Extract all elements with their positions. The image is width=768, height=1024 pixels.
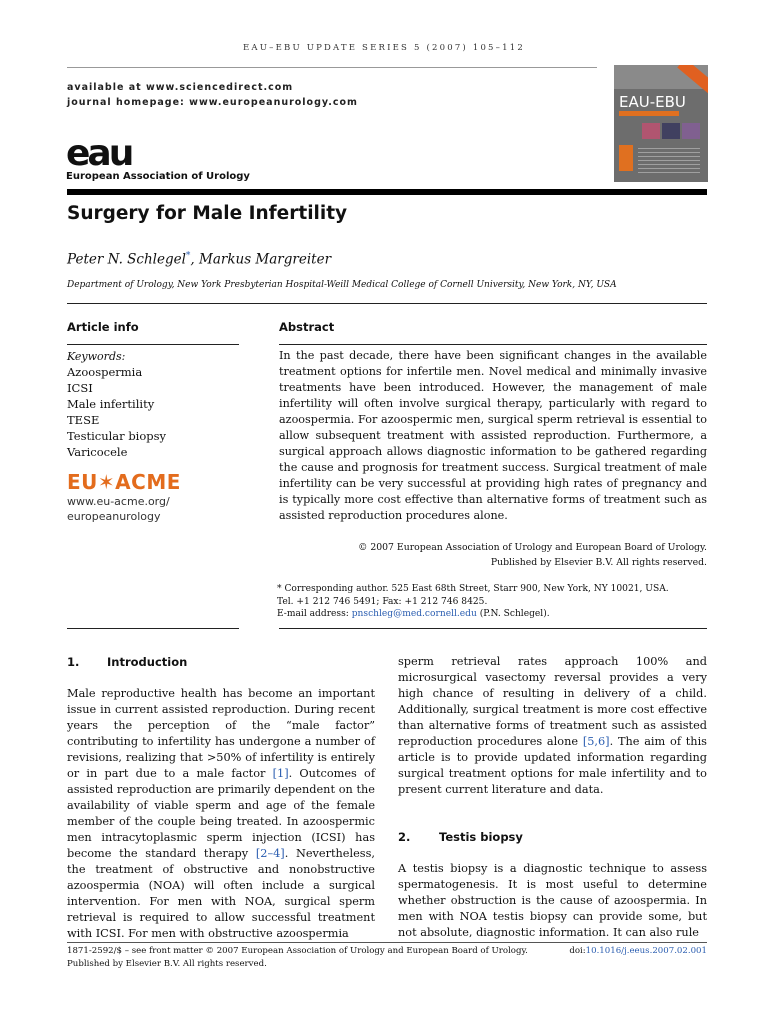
keywords-label: Keywords: [67, 350, 126, 363]
author-list [67, 251, 331, 268]
abstract-bottom-rule [279, 628, 707, 629]
affiliation: Department of Urology, New York Presbyterian Hospital-Weill Medical College of Cornell University, New York, NY, USA [67, 280, 617, 290]
eau-logo-mark: eau [66, 133, 132, 174]
keywords-bottom-rule [67, 628, 239, 629]
journal-cover-image [614, 65, 708, 182]
footer-publisher: Published by Elsevier B.V. All rights reserved. [67, 959, 267, 969]
keyword-item: TESE [67, 413, 100, 427]
author-2: , Markus Margreiter [190, 251, 332, 268]
article-title: Surgery for Male Infertility [67, 203, 348, 224]
section-2-title: Testis biopsy [439, 830, 523, 844]
copyright-line: © 2007 European Association of Urology and European Board of Urology. [358, 542, 707, 553]
doi-link[interactable]: 10.1016/j.eeus.2007.02.001 [585, 946, 707, 956]
testis-biopsy-text: A testis biopsy is a diagnostic technique to assess spermatogenesis. It is most useful to determine whether obstruction is the cause of azoospermia. In men with NOA testis biopsy can provide some, but not absolute, diagnostic information. It can also rule [398, 862, 707, 939]
eu-acme-url-line2: europeanurology [67, 510, 161, 523]
keyword-item: ICSI [67, 381, 93, 395]
corresponding-author-link[interactable]: * [185, 251, 191, 261]
keyword-item: Testicular biopsy [67, 429, 167, 443]
keyword-item: Azoospermia [67, 365, 143, 379]
ref-link[interactable]: [1] [272, 767, 289, 780]
keyword-item: Male infertility [67, 397, 155, 411]
copyright-publisher: Published by Elsevier B.V. All rights reserved. [490, 557, 707, 568]
eu-acme-url-line1: www.eu-acme.org/ [67, 495, 170, 508]
eu-acme-logo: EU✶ACME [67, 470, 181, 494]
article-info-heading: Article info [67, 320, 139, 334]
section-1-number: 1. [67, 655, 80, 669]
abstract-heading: Abstract [279, 320, 335, 334]
keyword-item: Varicocele [67, 445, 128, 459]
ref-link[interactable]: [2–4] [255, 847, 285, 860]
introduction-continued: sperm retrieval rates approach 100% and microsurgical vasectomy reversal provides a very high chance of resulting in delivery of a child. Additionally, surgical treatment is more cost effective than alternative forms of treatment such as assisted reproduction procedures alone [5,6]. The aim of this article is to provide updated information regarding surgical treatment options for male infertility and to present current literature and data. [398, 655, 707, 796]
introduction-text: Male reproductive health has become an important issue in current assisted reproduction. During recent years the perception of the “male factor” contributing to infertility has undergone a number of revisions, realizing that >50% of infertility is entirely or in part due to a male factor [1]. Outcomes of assisted reproduction are primarily dependent on the availability of viable sperm and age of the female member of the couple being treated. In azoospermic men intracytoplasmic sperm injection (ICSI) has become the standard therapy [2–4]. Nevertheless, the treatment of obstructive and nonobstructive azoospermia (NOA) will often include a surgical intervention. For men with NOA, surgical sperm retrieval is required to allow successful treatment with ICSI. For men with obstructive azoospermia [67, 687, 375, 940]
footer-rule [67, 942, 707, 943]
corr-email-line: E-mail address: pnschleg@med.cornell.edu (P.N. Schlegel). [277, 609, 550, 619]
header-rule [67, 67, 597, 68]
journal-homepage-link[interactable]: journal homepage: www.europeanurology.com [67, 97, 358, 108]
affiliation-rule [67, 303, 707, 304]
running-head: EAU–EBU UPDATE SERIES 5 (2007) 105–112 [243, 43, 525, 53]
corresponding-author-note [277, 583, 707, 621]
corr-phone: Tel. +1 212 746 5491; Fax: +1 212 746 8425. [277, 596, 488, 607]
eu-acme-badge[interactable] [67, 470, 181, 524]
eau-logo [66, 133, 250, 182]
corr-address: * Corresponding author. 525 East 68th Street, Starr 900, New York, NY 10021, USA. [277, 584, 669, 594]
section-1-title: Introduction [107, 655, 188, 669]
section-2-number: 2. [398, 830, 411, 844]
cover-title: EAU-EBU [619, 93, 686, 111]
abstract-rule [279, 344, 707, 345]
author-1: Peter N. Schlegel [67, 251, 186, 268]
ref-link[interactable]: [5,6] [582, 735, 610, 748]
abstract-text: In the past decade, there have been significant changes in the available treatment options for infertile men. Novel medical and minimally invasive treatments have been introduced. However, the management of male infertility will often involve surgical therapy, particularly with regard to azoospermia. For azoospermic men, surgical sperm retrieval is essential to allow subsequent treatment with assisted reproduction. Furthermore, a surgical approach allows diagnostic information to be gathered regarding the cause and prognosis for treatment success. Surgical treatment of male infertility can be very successful at providing high rates of pregnancy and is typically more cost effective than alternative forms of treatment such as assisted reproduction procedures alone. [279, 349, 707, 522]
eau-logo-name: European Association of Urology [66, 171, 250, 182]
sciencedirect-link[interactable]: available at www.sciencedirect.com [67, 82, 294, 93]
footer-issn: 1871-2592/$ – see front matter © 2007 European Association of Urology and European Board of Urology. doi:10.1016/j.eeus.2007.02.001 [67, 946, 707, 956]
article-info-rule [67, 344, 239, 345]
title-rule [67, 189, 707, 195]
email-link[interactable]: pnschleg@med.cornell.edu [351, 609, 477, 619]
